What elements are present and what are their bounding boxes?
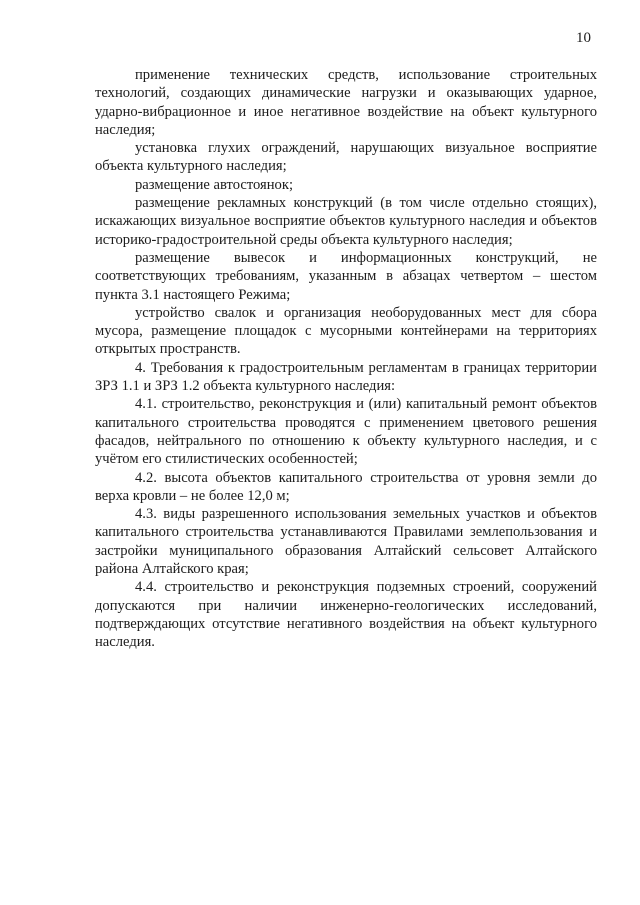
paragraph: размещение вывесок и информационных конструкций, не соответствующих требованиям, указанным в абзацах четвертом – шестом пункта 3.1 настоящего Режима; xyxy=(95,249,597,303)
paragraph: 4.2. высота объектов капитального строительства от уровня земли до верха кровли – не более 12,0 м; xyxy=(95,469,597,504)
paragraph: 4.4. строительство и реконструкция подземных строений, сооружений допускаются при наличии инженерно-геологических исследований, подтверждающих отсутствие негативного воздействия на объект культурного наследия. xyxy=(95,579,597,651)
paragraph: применение технических средств, использование строительных технологий, создающих динамические нагрузки и оказывающих ударное, ударно-вибрационное и иное негативное воздействие на объект культурного наследия; xyxy=(95,67,597,138)
paragraph: 4.1. строительство, реконструкция и (или) капитальный ремонт объектов капитального строительства проводятся с применением цветового решения фасадов, нейтрального по отношению к объекту культурного наследия, и с учётом его стилистических особенностей; xyxy=(95,396,597,468)
paragraph: 4.3. виды разрешенного использования земельных участков и объектов капитального строительства устанавливаются Правилами землепользования и застройки муниципального образования Алтайский сельсовет Алтайского района Алтайского края; xyxy=(95,506,597,578)
paragraph: устройство свалок и организация необорудованных мест для сбора мусора, размещение площадок с мусорными контейнерами на территориях открытых пространств. xyxy=(95,304,597,358)
document-body xyxy=(95,66,597,652)
page-number: 10 xyxy=(576,30,591,46)
paragraph: 4. Требования к градостроительным регламентам в границах территории ЗРЗ 1.1 и ЗРЗ 1.2 объекта культурного наследия: xyxy=(95,359,597,395)
paragraph: размещение автостоянок; xyxy=(135,176,294,193)
paragraph: установка глухих ограждений, нарушающих визуальное восприятие объекта культурного наследия; xyxy=(95,140,597,175)
paragraph: размещение рекламных конструкций (в том числе отдельно стоящих), искажающих визуальное восприятие объектов культурного наследия и объектов историко-градостроительной среды объекта культурного наследия; xyxy=(95,195,597,248)
